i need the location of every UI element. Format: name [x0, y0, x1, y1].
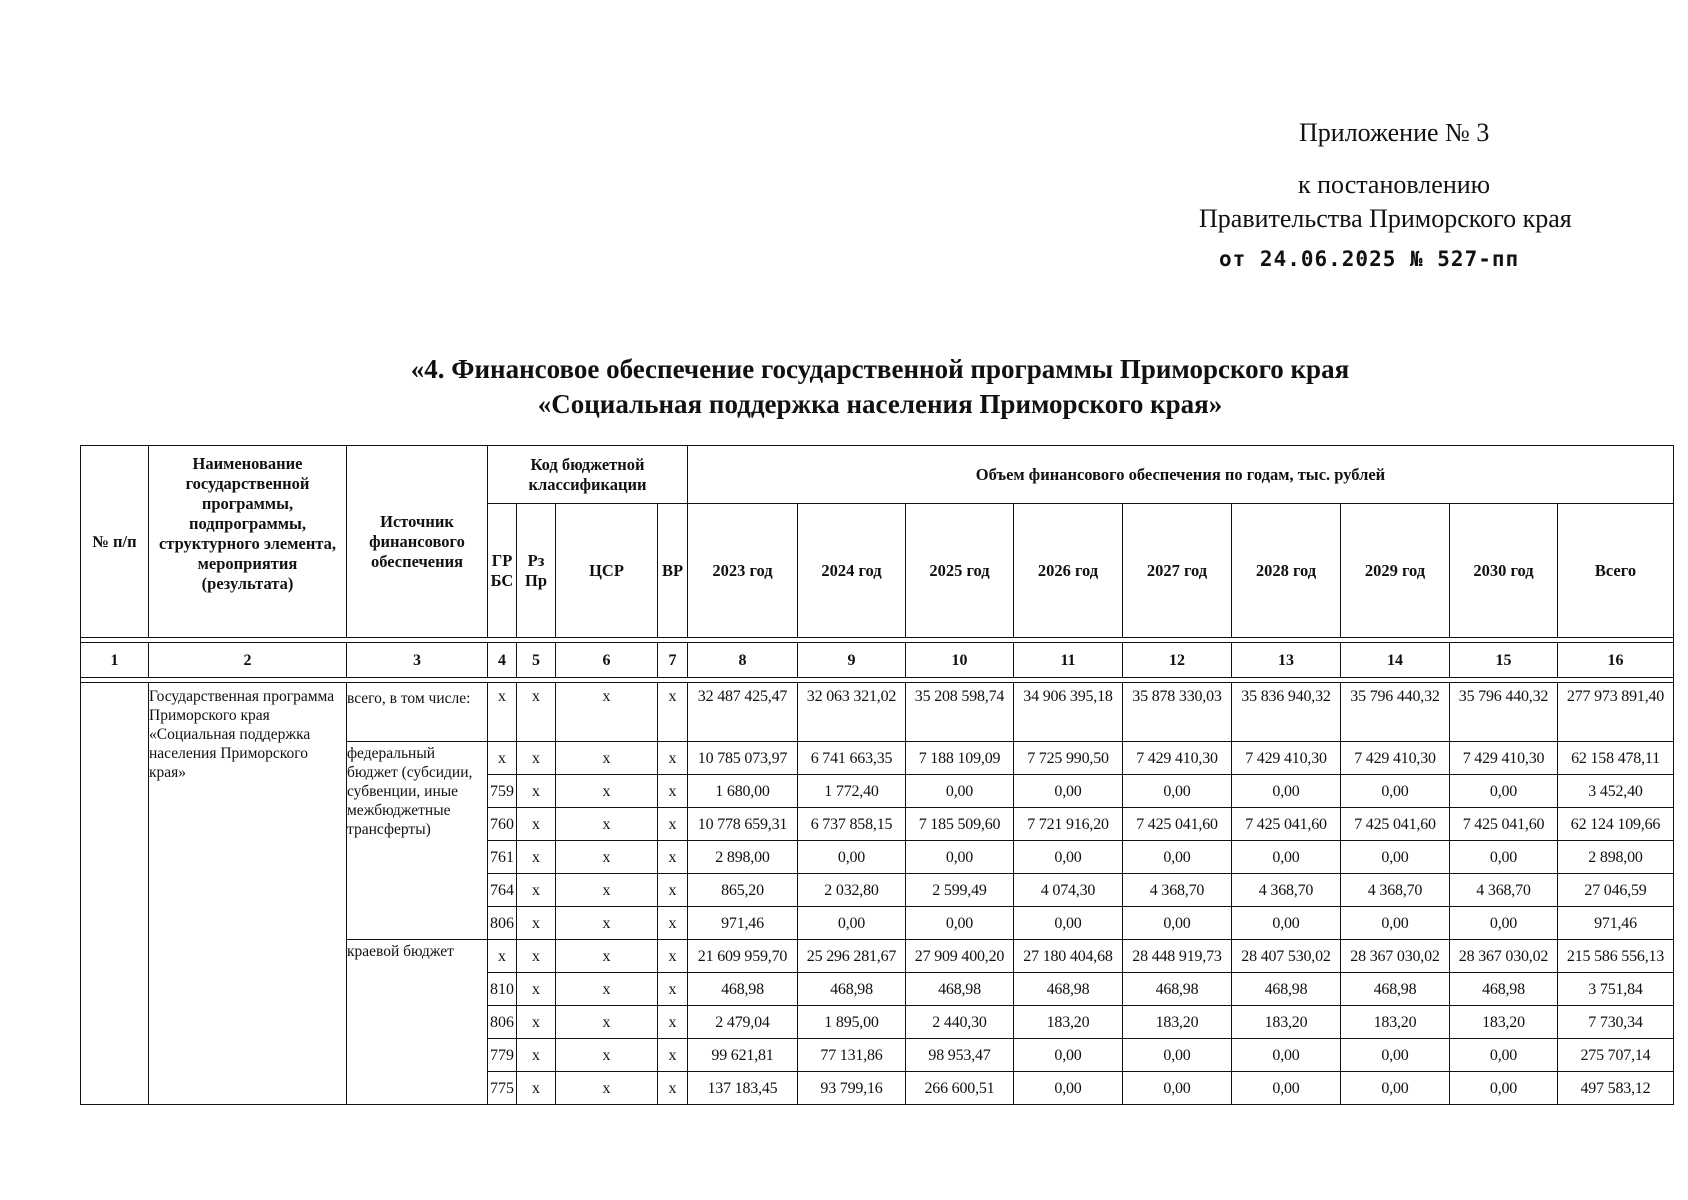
- year-value: 0,00: [1232, 841, 1341, 874]
- col-index: 11: [1014, 643, 1123, 678]
- year-value: 21 609 959,70: [688, 940, 798, 973]
- col-index: 14: [1341, 643, 1450, 678]
- header-year-2026: 2026 год: [1014, 504, 1123, 638]
- year-value: 0,00: [1341, 841, 1450, 874]
- year-value: 98 953,47: [906, 1039, 1014, 1072]
- year-value: 4 368,70: [1232, 874, 1341, 907]
- header-year-2023: 2023 год: [688, 504, 798, 638]
- header-code-group: Код бюджетной классификации: [488, 446, 688, 504]
- year-value: 183,20: [1123, 1006, 1232, 1039]
- year-value: 7 425 041,60: [1123, 808, 1232, 841]
- year-value: 35 836 940,32: [1232, 683, 1341, 742]
- code-vr: x: [658, 874, 688, 907]
- code-csr: x: [556, 1006, 658, 1039]
- code-vr: x: [658, 1039, 688, 1072]
- year-value: 7 429 410,30: [1123, 742, 1232, 775]
- year-value: 4 368,70: [1341, 874, 1450, 907]
- year-value: 4 368,70: [1450, 874, 1558, 907]
- col-index: 1: [81, 643, 149, 678]
- col-index: 10: [906, 643, 1014, 678]
- year-value: 0,00: [1232, 1039, 1341, 1072]
- total-value: 3 452,40: [1558, 775, 1674, 808]
- year-value: 32 063 321,02: [798, 683, 906, 742]
- year-value: 0,00: [798, 841, 906, 874]
- year-value: 183,20: [1341, 1006, 1450, 1039]
- header-volume-group: Объем финансового обеспечения по годам, тыс. рублей: [688, 446, 1674, 504]
- code-rzpr: x: [517, 841, 556, 874]
- year-value: 7 425 041,60: [1232, 808, 1341, 841]
- code-grbs: 806: [488, 907, 517, 940]
- year-value: 1 895,00: [798, 1006, 906, 1039]
- code-vr: x: [658, 775, 688, 808]
- code-grbs: x: [488, 742, 517, 775]
- code-grbs: 806: [488, 1006, 517, 1039]
- year-value: 468,98: [1014, 973, 1123, 1006]
- code-csr: x: [556, 841, 658, 874]
- year-value: 183,20: [1014, 1006, 1123, 1039]
- header-rzpr: Рз Пр: [517, 504, 556, 638]
- code-csr: x: [556, 940, 658, 973]
- year-value: 0,00: [1123, 907, 1232, 940]
- year-value: 6 741 663,35: [798, 742, 906, 775]
- year-value: 7 429 410,30: [1341, 742, 1450, 775]
- resolution-date-number: от 24.06.2025 № 527-пп: [1219, 247, 1520, 271]
- year-value: 468,98: [1341, 973, 1450, 1006]
- year-value: 7 188 109,09: [906, 742, 1014, 775]
- year-value: 0,00: [1014, 907, 1123, 940]
- code-vr: x: [658, 1072, 688, 1105]
- year-value: 0,00: [906, 775, 1014, 808]
- code-grbs: 764: [488, 874, 517, 907]
- funding-source: федеральный бюджет (субсидии, субвенции, иные межбюджетные трансферты): [347, 742, 488, 940]
- resolution-reference: к постановлению: [1298, 170, 1491, 199]
- total-value: 215 586 556,13: [1558, 940, 1674, 973]
- code-csr: x: [556, 775, 658, 808]
- header-csr: ЦСР: [556, 504, 658, 638]
- table-body: [81, 683, 1674, 1105]
- year-value: 7 725 990,50: [1014, 742, 1123, 775]
- code-grbs: 759: [488, 775, 517, 808]
- year-value: 468,98: [1123, 973, 1232, 1006]
- header-year-2030: 2030 год: [1450, 504, 1558, 638]
- year-value: 7 185 509,60: [906, 808, 1014, 841]
- year-value: 0,00: [1450, 907, 1558, 940]
- code-vr: x: [658, 808, 688, 841]
- year-value: 2 599,49: [906, 874, 1014, 907]
- year-value: 93 799,16: [798, 1072, 906, 1105]
- appendix-title: Приложение № 3: [1299, 118, 1490, 147]
- code-csr: x: [556, 874, 658, 907]
- code-rzpr: x: [517, 775, 556, 808]
- total-value: 277 973 891,40: [1558, 683, 1674, 742]
- document-title-line2: «Социальная поддержка населения Приморского края»: [537, 389, 1223, 419]
- financing-table: [80, 445, 1674, 1105]
- year-value: 0,00: [906, 841, 1014, 874]
- year-value: 0,00: [1341, 907, 1450, 940]
- funding-source: всего, в том числе:: [347, 683, 488, 742]
- total-value: 62 124 109,66: [1558, 808, 1674, 841]
- year-value: 27 909 400,20: [906, 940, 1014, 973]
- year-value: 0,00: [1123, 775, 1232, 808]
- code-rzpr: x: [517, 683, 556, 742]
- year-value: 468,98: [906, 973, 1014, 1006]
- code-vr: x: [658, 841, 688, 874]
- code-grbs: 779: [488, 1039, 517, 1072]
- code-grbs: x: [488, 683, 517, 742]
- header-name: Наименование государственной программы, подпрограммы, структурного элемента, мероприятия (результата): [149, 446, 347, 638]
- header-vr: ВР: [658, 504, 688, 638]
- col-index: 13: [1232, 643, 1341, 678]
- year-value: 2 898,00: [688, 841, 798, 874]
- code-vr: x: [658, 973, 688, 1006]
- year-value: 0,00: [1232, 775, 1341, 808]
- code-csr: x: [556, 742, 658, 775]
- year-value: 99 621,81: [688, 1039, 798, 1072]
- header-year-2027: 2027 год: [1123, 504, 1232, 638]
- total-value: 3 751,84: [1558, 973, 1674, 1006]
- total-value: 27 046,59: [1558, 874, 1674, 907]
- col-index: 8: [688, 643, 798, 678]
- header-year-2028: 2028 год: [1232, 504, 1341, 638]
- code-grbs: 810: [488, 973, 517, 1006]
- year-value: 77 131,86: [798, 1039, 906, 1072]
- code-rzpr: x: [517, 808, 556, 841]
- year-value: 971,46: [688, 907, 798, 940]
- year-value: 468,98: [688, 973, 798, 1006]
- year-value: 183,20: [1232, 1006, 1341, 1039]
- year-value: 0,00: [1341, 1039, 1450, 1072]
- col-index: 4: [488, 643, 517, 678]
- year-value: 25 296 281,67: [798, 940, 906, 973]
- year-value: 32 487 425,47: [688, 683, 798, 742]
- year-value: 1 772,40: [798, 775, 906, 808]
- code-rzpr: x: [517, 973, 556, 1006]
- year-value: 7 425 041,60: [1450, 808, 1558, 841]
- code-vr: x: [658, 742, 688, 775]
- year-value: 2 440,30: [906, 1006, 1014, 1039]
- header-grbs: ГР БС: [488, 504, 517, 638]
- code-csr: x: [556, 808, 658, 841]
- code-rzpr: x: [517, 1072, 556, 1105]
- year-value: 4 368,70: [1123, 874, 1232, 907]
- header-year-2024: 2024 год: [798, 504, 906, 638]
- program-name: Государственная программа Приморского края «Социальная поддержка населения Приморского края»: [149, 683, 347, 1105]
- code-csr: x: [556, 907, 658, 940]
- total-value: 62 158 478,11: [1558, 742, 1674, 775]
- year-value: 183,20: [1450, 1006, 1558, 1039]
- col-index: 2: [149, 643, 347, 678]
- year-value: 35 208 598,74: [906, 683, 1014, 742]
- code-vr: x: [658, 940, 688, 973]
- code-rzpr: x: [517, 742, 556, 775]
- year-value: 35 796 440,32: [1341, 683, 1450, 742]
- code-rzpr: x: [517, 1039, 556, 1072]
- header-num: № п/п: [81, 446, 149, 638]
- code-grbs: 761: [488, 841, 517, 874]
- year-value: 137 183,45: [688, 1072, 798, 1105]
- year-value: 468,98: [1232, 973, 1341, 1006]
- year-value: 0,00: [1014, 841, 1123, 874]
- year-value: 35 796 440,32: [1450, 683, 1558, 742]
- document-title: [80, 352, 1680, 422]
- year-value: 28 407 530,02: [1232, 940, 1341, 973]
- total-value: 497 583,12: [1558, 1072, 1674, 1105]
- year-value: 468,98: [1450, 973, 1558, 1006]
- code-csr: x: [556, 1039, 658, 1072]
- year-value: 0,00: [1341, 775, 1450, 808]
- col-index: 16: [1558, 643, 1674, 678]
- year-value: 28 367 030,02: [1450, 940, 1558, 973]
- column-index-row: [81, 643, 1674, 678]
- code-grbs: 775: [488, 1072, 517, 1105]
- year-value: 1 680,00: [688, 775, 798, 808]
- code-rzpr: x: [517, 907, 556, 940]
- col-index: 9: [798, 643, 906, 678]
- year-value: 0,00: [906, 907, 1014, 940]
- col-index: 15: [1450, 643, 1558, 678]
- total-value: 7 730,34: [1558, 1006, 1674, 1039]
- year-value: 468,98: [798, 973, 906, 1006]
- funding-source: краевой бюджет: [347, 940, 488, 1105]
- year-value: 10 785 073,97: [688, 742, 798, 775]
- year-value: 0,00: [1123, 1039, 1232, 1072]
- year-value: 2 032,80: [798, 874, 906, 907]
- year-value: 6 737 858,15: [798, 808, 906, 841]
- code-vr: x: [658, 1006, 688, 1039]
- total-value: 2 898,00: [1558, 841, 1674, 874]
- header-year-2029: 2029 год: [1341, 504, 1450, 638]
- year-value: 7 425 041,60: [1341, 808, 1450, 841]
- code-rzpr: x: [517, 1006, 556, 1039]
- col-index: 12: [1123, 643, 1232, 678]
- year-value: 0,00: [1232, 907, 1341, 940]
- year-value: 0,00: [1450, 1072, 1558, 1105]
- code-rzpr: x: [517, 874, 556, 907]
- year-value: 0,00: [1014, 1072, 1123, 1105]
- header-total: Всего: [1558, 504, 1674, 638]
- header-year-2025: 2025 год: [906, 504, 1014, 638]
- code-vr: x: [658, 683, 688, 742]
- year-value: 10 778 659,31: [688, 808, 798, 841]
- table-row: [81, 683, 1674, 742]
- code-csr: x: [556, 973, 658, 1006]
- government-name: Правительства Приморского края: [1199, 204, 1572, 233]
- year-value: 0,00: [1123, 1072, 1232, 1105]
- year-value: 865,20: [688, 874, 798, 907]
- year-value: 34 906 395,18: [1014, 683, 1123, 742]
- total-value: 275 707,14: [1558, 1039, 1674, 1072]
- header-source: Источник финансового обеспечения: [347, 446, 488, 638]
- year-value: 2 479,04: [688, 1006, 798, 1039]
- col-index: 5: [517, 643, 556, 678]
- year-value: 0,00: [1014, 1039, 1123, 1072]
- total-value: 971,46: [1558, 907, 1674, 940]
- col-index: 7: [658, 643, 688, 678]
- year-value: 7 429 410,30: [1232, 742, 1341, 775]
- document-title-line1: «4. Финансовое обеспечение государственной программы Приморского края: [410, 354, 1350, 384]
- year-value: 0,00: [1450, 841, 1558, 874]
- year-value: 7 721 916,20: [1014, 808, 1123, 841]
- year-value: 28 367 030,02: [1341, 940, 1450, 973]
- code-csr: x: [556, 683, 658, 742]
- year-value: 4 074,30: [1014, 874, 1123, 907]
- year-value: 0,00: [1232, 1072, 1341, 1105]
- year-value: 266 600,51: [906, 1072, 1014, 1105]
- year-value: 0,00: [1123, 841, 1232, 874]
- year-value: 0,00: [1450, 775, 1558, 808]
- code-grbs: 760: [488, 808, 517, 841]
- year-value: 0,00: [1341, 1072, 1450, 1105]
- row-number: [81, 683, 149, 1105]
- year-value: 0,00: [1014, 775, 1123, 808]
- year-value: 27 180 404,68: [1014, 940, 1123, 973]
- year-value: 0,00: [1450, 1039, 1558, 1072]
- col-index: 6: [556, 643, 658, 678]
- year-value: 35 878 330,03: [1123, 683, 1232, 742]
- year-value: 7 429 410,30: [1450, 742, 1558, 775]
- code-rzpr: x: [517, 940, 556, 973]
- year-value: 28 448 919,73: [1123, 940, 1232, 973]
- code-grbs: x: [488, 940, 517, 973]
- code-csr: x: [556, 1072, 658, 1105]
- year-value: 0,00: [798, 907, 906, 940]
- code-vr: x: [658, 907, 688, 940]
- col-index: 3: [347, 643, 488, 678]
